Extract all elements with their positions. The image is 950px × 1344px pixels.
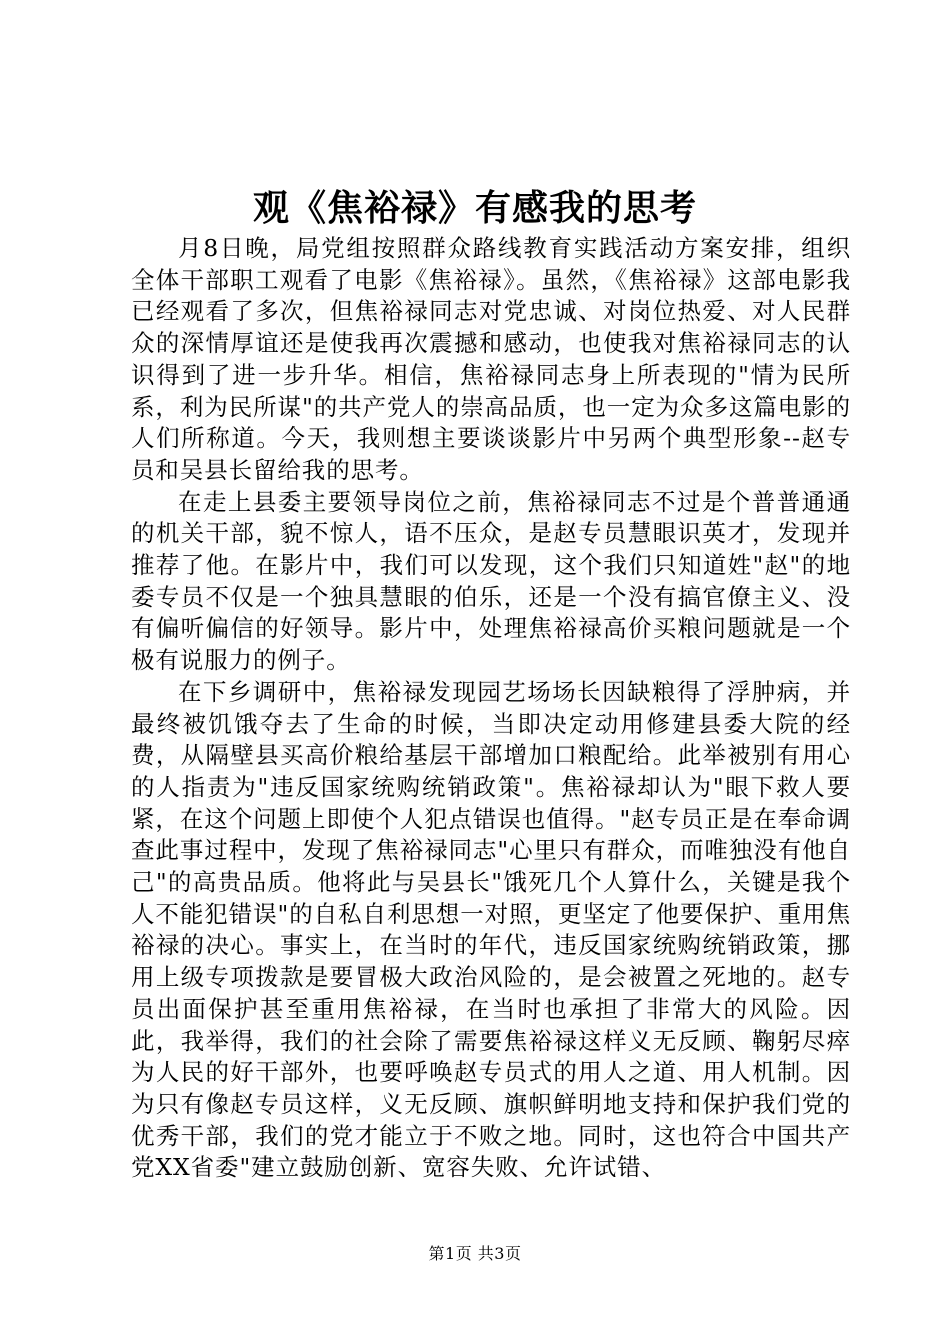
document-body	[131, 233, 851, 1184]
document-title: 观《焦裕禄》有感我的思考	[252, 187, 697, 229]
paragraph-1: 月8日晚，局党组按照群众路线教育实践活动方案安排，组织全体干部职工观看了电影《焦裕禄》。虽然，《焦裕禄》这部电影我已经观看了多次，但焦裕禄同志对党忠诚、对岗位热爱、对人民群众的深情厚谊还是使我再次震撼和感动，也使我对焦裕禄同志的认识得到了进一步升华。相信，焦裕禄同志身上所表现的"情为民所系，利为民所谋"的共产党人的崇高品质，也一定为众多这篇电影的人们所称道。今天，我则想主要谈谈影片中另两个典型形象--赵专员和吴县长留给我的思考。	[131, 234, 851, 484]
page-number-footer: 第1页 共3页	[428, 1244, 522, 1263]
paragraph-2: 在走上县委主要领导岗位之前，焦裕禄同志不过是个普普通通的机关干部，貌不惊人，语不压众，是赵专员慧眼识英才，发现并推荐了他。在影片中，我们可以发现，这个我们只知道姓"赵"的地委专员不仅是一个独具慧眼的伯乐，还是一个没有搞官僚主义、没有偏听偏信的好领导。影片中，处理焦裕禄高价买粮问题就是一个极有说服力的例子。	[131, 487, 851, 675]
paragraph-3: 在下乡调研中，焦裕禄发现园艺场场长因缺粮得了浮肿病，并最终被饥饿夺去了生命的时候，当即决定动用修建县委大院的经费，从隔壁县买高价粮给基层干部增加口粮配给。此举被别有用心的人指责为"违反国家统购统销政策"。焦裕禄却认为"眼下救人要紧，在这个问题上即使个人犯点错误也值得。"赵专员正是在奉命调查此事过程中，发现了焦裕禄同志"心里只有群众，而唯独没有他自己"的高贵品质。他将此与吴县长"饿死几个人算什么，关键是我个人不能犯错误"的自私自利思想一对照，更坚定了他要保护、重用焦裕禄的决心。事实上，在当时的年代，违反国家统购统销政策，挪用上级专项拨款是要冒极大政治风险的，是会被置之死地的。赵专员出面保护甚至重用焦裕禄，在当时也承担了非常大的风险。因此，我举得，我们的社会除了需要焦裕禄这样义无反顾、鞠躬尽瘁为人民的好干部外，也要呼唤赵专员式的用人之道、用人机制。因为只有像赵专员这样，义无反顾、旗帜鲜明地支持和保护我们党的优秀干部，我们的党才能立于不败之地。同时，这也符合中国共产党XX省委"建立鼓励创新、宽容失败、允许试错、	[131, 677, 851, 1182]
